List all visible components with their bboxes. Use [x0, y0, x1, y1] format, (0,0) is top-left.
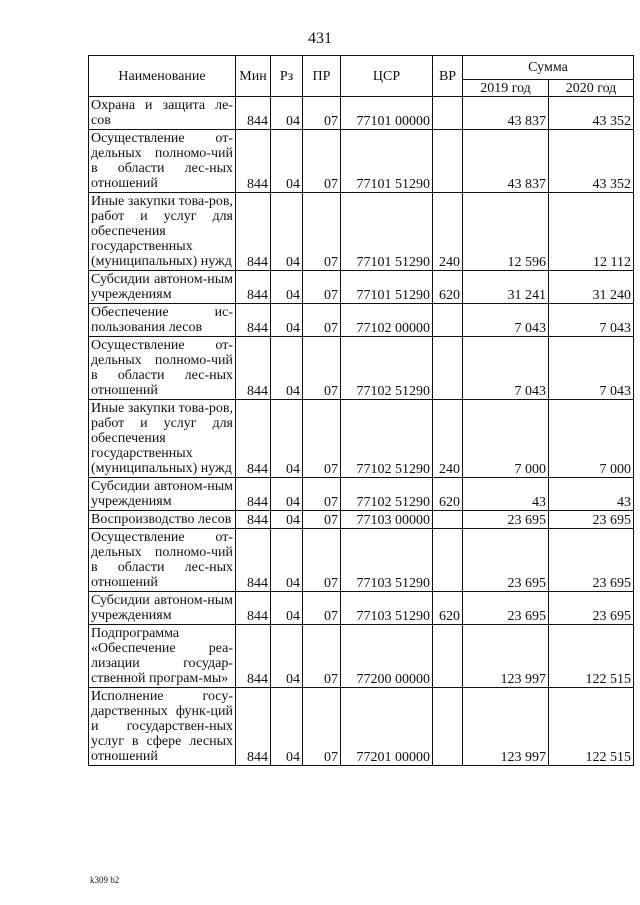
row-2019: 31 241 [463, 271, 549, 304]
header-csr: ЦСР [341, 56, 433, 97]
row-min: 844 [236, 625, 271, 688]
row-pr: 07 [303, 271, 341, 304]
row-csr: 77101 51290 [341, 271, 433, 304]
row-vr: 620 [433, 478, 463, 511]
row-pr: 07 [303, 478, 341, 511]
row-min: 844 [236, 97, 271, 130]
row-name: Исполнение госу-дарственных функ-ций и государствен-ных услуг в сфере лесных отношений [89, 688, 236, 766]
header-vr: ВР [433, 56, 463, 97]
row-name: Субсидии автоном-ным учреждениям [89, 271, 236, 304]
page-number: 431 [308, 30, 332, 47]
row-rz: 04 [271, 271, 303, 304]
header-pr: ПР [303, 56, 341, 97]
row-2019: 12 596 [463, 193, 549, 271]
row-name: Иные закупки това-ров, работ и услуг для обеспечения государственных (муниципальных) нужд [89, 400, 236, 478]
row-rz: 04 [271, 511, 303, 529]
row-min: 844 [236, 511, 271, 529]
row-min: 844 [236, 304, 271, 337]
row-vr [433, 337, 463, 400]
row-min: 844 [236, 193, 271, 271]
row-min: 844 [236, 271, 271, 304]
footer-code: k309 b2 [90, 875, 120, 885]
row-rz: 04 [271, 478, 303, 511]
row-vr [433, 130, 463, 193]
table-row [89, 592, 634, 625]
row-pr: 07 [303, 592, 341, 625]
row-2020: 23 695 [549, 529, 634, 592]
row-csr: 77102 51290 [341, 478, 433, 511]
row-rz: 04 [271, 400, 303, 478]
row-pr: 07 [303, 688, 341, 766]
row-2019: 43 837 [463, 97, 549, 130]
table-body [89, 97, 634, 766]
header-name: Наименование [89, 56, 236, 97]
row-pr: 07 [303, 337, 341, 400]
row-rz: 04 [271, 592, 303, 625]
row-pr: 07 [303, 511, 341, 529]
table-row [89, 304, 634, 337]
row-2020: 23 695 [549, 511, 634, 529]
row-rz: 04 [271, 688, 303, 766]
row-min: 844 [236, 592, 271, 625]
row-name: Субсидии автоном-ным учреждениям [89, 478, 236, 511]
row-min: 844 [236, 688, 271, 766]
row-rz: 04 [271, 130, 303, 193]
row-pr: 07 [303, 97, 341, 130]
row-csr: 77101 51290 [341, 193, 433, 271]
row-csr: 77103 51290 [341, 592, 433, 625]
row-2019: 43 837 [463, 130, 549, 193]
row-pr: 07 [303, 625, 341, 688]
row-vr: 620 [433, 592, 463, 625]
row-vr [433, 511, 463, 529]
row-csr: 77201 00000 [341, 688, 433, 766]
row-2020: 7 043 [549, 337, 634, 400]
header-sum: Сумма [463, 56, 634, 80]
row-name: Иные закупки това-ров, работ и услуг для обеспечения государственных (муниципальных) нужд [89, 193, 236, 271]
row-name: Субсидии автоном-ным учреждениям [89, 592, 236, 625]
row-rz: 04 [271, 529, 303, 592]
row-min: 844 [236, 400, 271, 478]
row-2019: 43 [463, 478, 549, 511]
row-2020: 43 352 [549, 130, 634, 193]
row-2019: 7 000 [463, 400, 549, 478]
row-min: 844 [236, 130, 271, 193]
row-pr: 07 [303, 193, 341, 271]
table-row [89, 271, 634, 304]
row-csr: 77102 00000 [341, 304, 433, 337]
row-2020: 122 515 [549, 625, 634, 688]
row-name: Осуществление от-дельных полномо-чий в области лес-ных отношений [89, 130, 236, 193]
row-rz: 04 [271, 97, 303, 130]
row-pr: 07 [303, 529, 341, 592]
row-2020: 7 043 [549, 304, 634, 337]
table-row [89, 511, 634, 529]
table-row [89, 193, 634, 271]
row-vr [433, 529, 463, 592]
table-row [89, 688, 634, 766]
row-2019: 123 997 [463, 688, 549, 766]
table-row [89, 97, 634, 130]
row-csr: 77200 00000 [341, 625, 433, 688]
row-2019: 23 695 [463, 592, 549, 625]
row-pr: 07 [303, 130, 341, 193]
row-vr [433, 688, 463, 766]
row-pr: 07 [303, 304, 341, 337]
row-name: Осуществление от-дельных полномо-чий в области лес-ных отношений [89, 529, 236, 592]
row-name: Подпрограмма «Обеспечение реа-лизации государ-ственной програм-мы» [89, 625, 236, 688]
table-row [89, 337, 634, 400]
header-2019: 2019 год [463, 80, 549, 97]
row-vr [433, 625, 463, 688]
row-csr: 77101 51290 [341, 130, 433, 193]
table-row [89, 529, 634, 592]
table-row [89, 478, 634, 511]
row-2020: 122 515 [549, 688, 634, 766]
row-csr: 77103 00000 [341, 511, 433, 529]
row-2020: 43 352 [549, 97, 634, 130]
row-min: 844 [236, 337, 271, 400]
row-name: Воспроизводство лесов [89, 511, 236, 529]
row-vr [433, 304, 463, 337]
row-2019: 123 997 [463, 625, 549, 688]
header-2020: 2020 год [549, 80, 634, 97]
row-rz: 04 [271, 625, 303, 688]
header-min: Мин [236, 56, 271, 97]
row-name: Охрана и защита ле-сов [89, 97, 236, 130]
table-row [89, 400, 634, 478]
row-rz: 04 [271, 304, 303, 337]
row-2020: 12 112 [549, 193, 634, 271]
row-name: Обеспечение ис-пользования лесов [89, 304, 236, 337]
row-2020: 43 [549, 478, 634, 511]
row-2020: 31 240 [549, 271, 634, 304]
row-csr: 77103 51290 [341, 529, 433, 592]
table-row [89, 130, 634, 193]
header-rz: Рз [271, 56, 303, 97]
row-vr: 620 [433, 271, 463, 304]
row-2020: 23 695 [549, 592, 634, 625]
row-min: 844 [236, 478, 271, 511]
row-2019: 7 043 [463, 304, 549, 337]
row-rz: 04 [271, 337, 303, 400]
table-row [89, 625, 634, 688]
row-vr [433, 97, 463, 130]
row-csr: 77101 00000 [341, 97, 433, 130]
row-2019: 23 695 [463, 529, 549, 592]
row-2019: 23 695 [463, 511, 549, 529]
row-vr: 240 [433, 193, 463, 271]
row-2019: 7 043 [463, 337, 549, 400]
row-csr: 77102 51290 [341, 337, 433, 400]
row-csr: 77102 51290 [341, 400, 433, 478]
budget-table [88, 55, 634, 766]
row-vr: 240 [433, 400, 463, 478]
row-pr: 07 [303, 400, 341, 478]
row-min: 844 [236, 529, 271, 592]
row-2020: 7 000 [549, 400, 634, 478]
row-name: Осуществление от-дельных полномо-чий в области лес-ных отношений [89, 337, 236, 400]
row-rz: 04 [271, 193, 303, 271]
